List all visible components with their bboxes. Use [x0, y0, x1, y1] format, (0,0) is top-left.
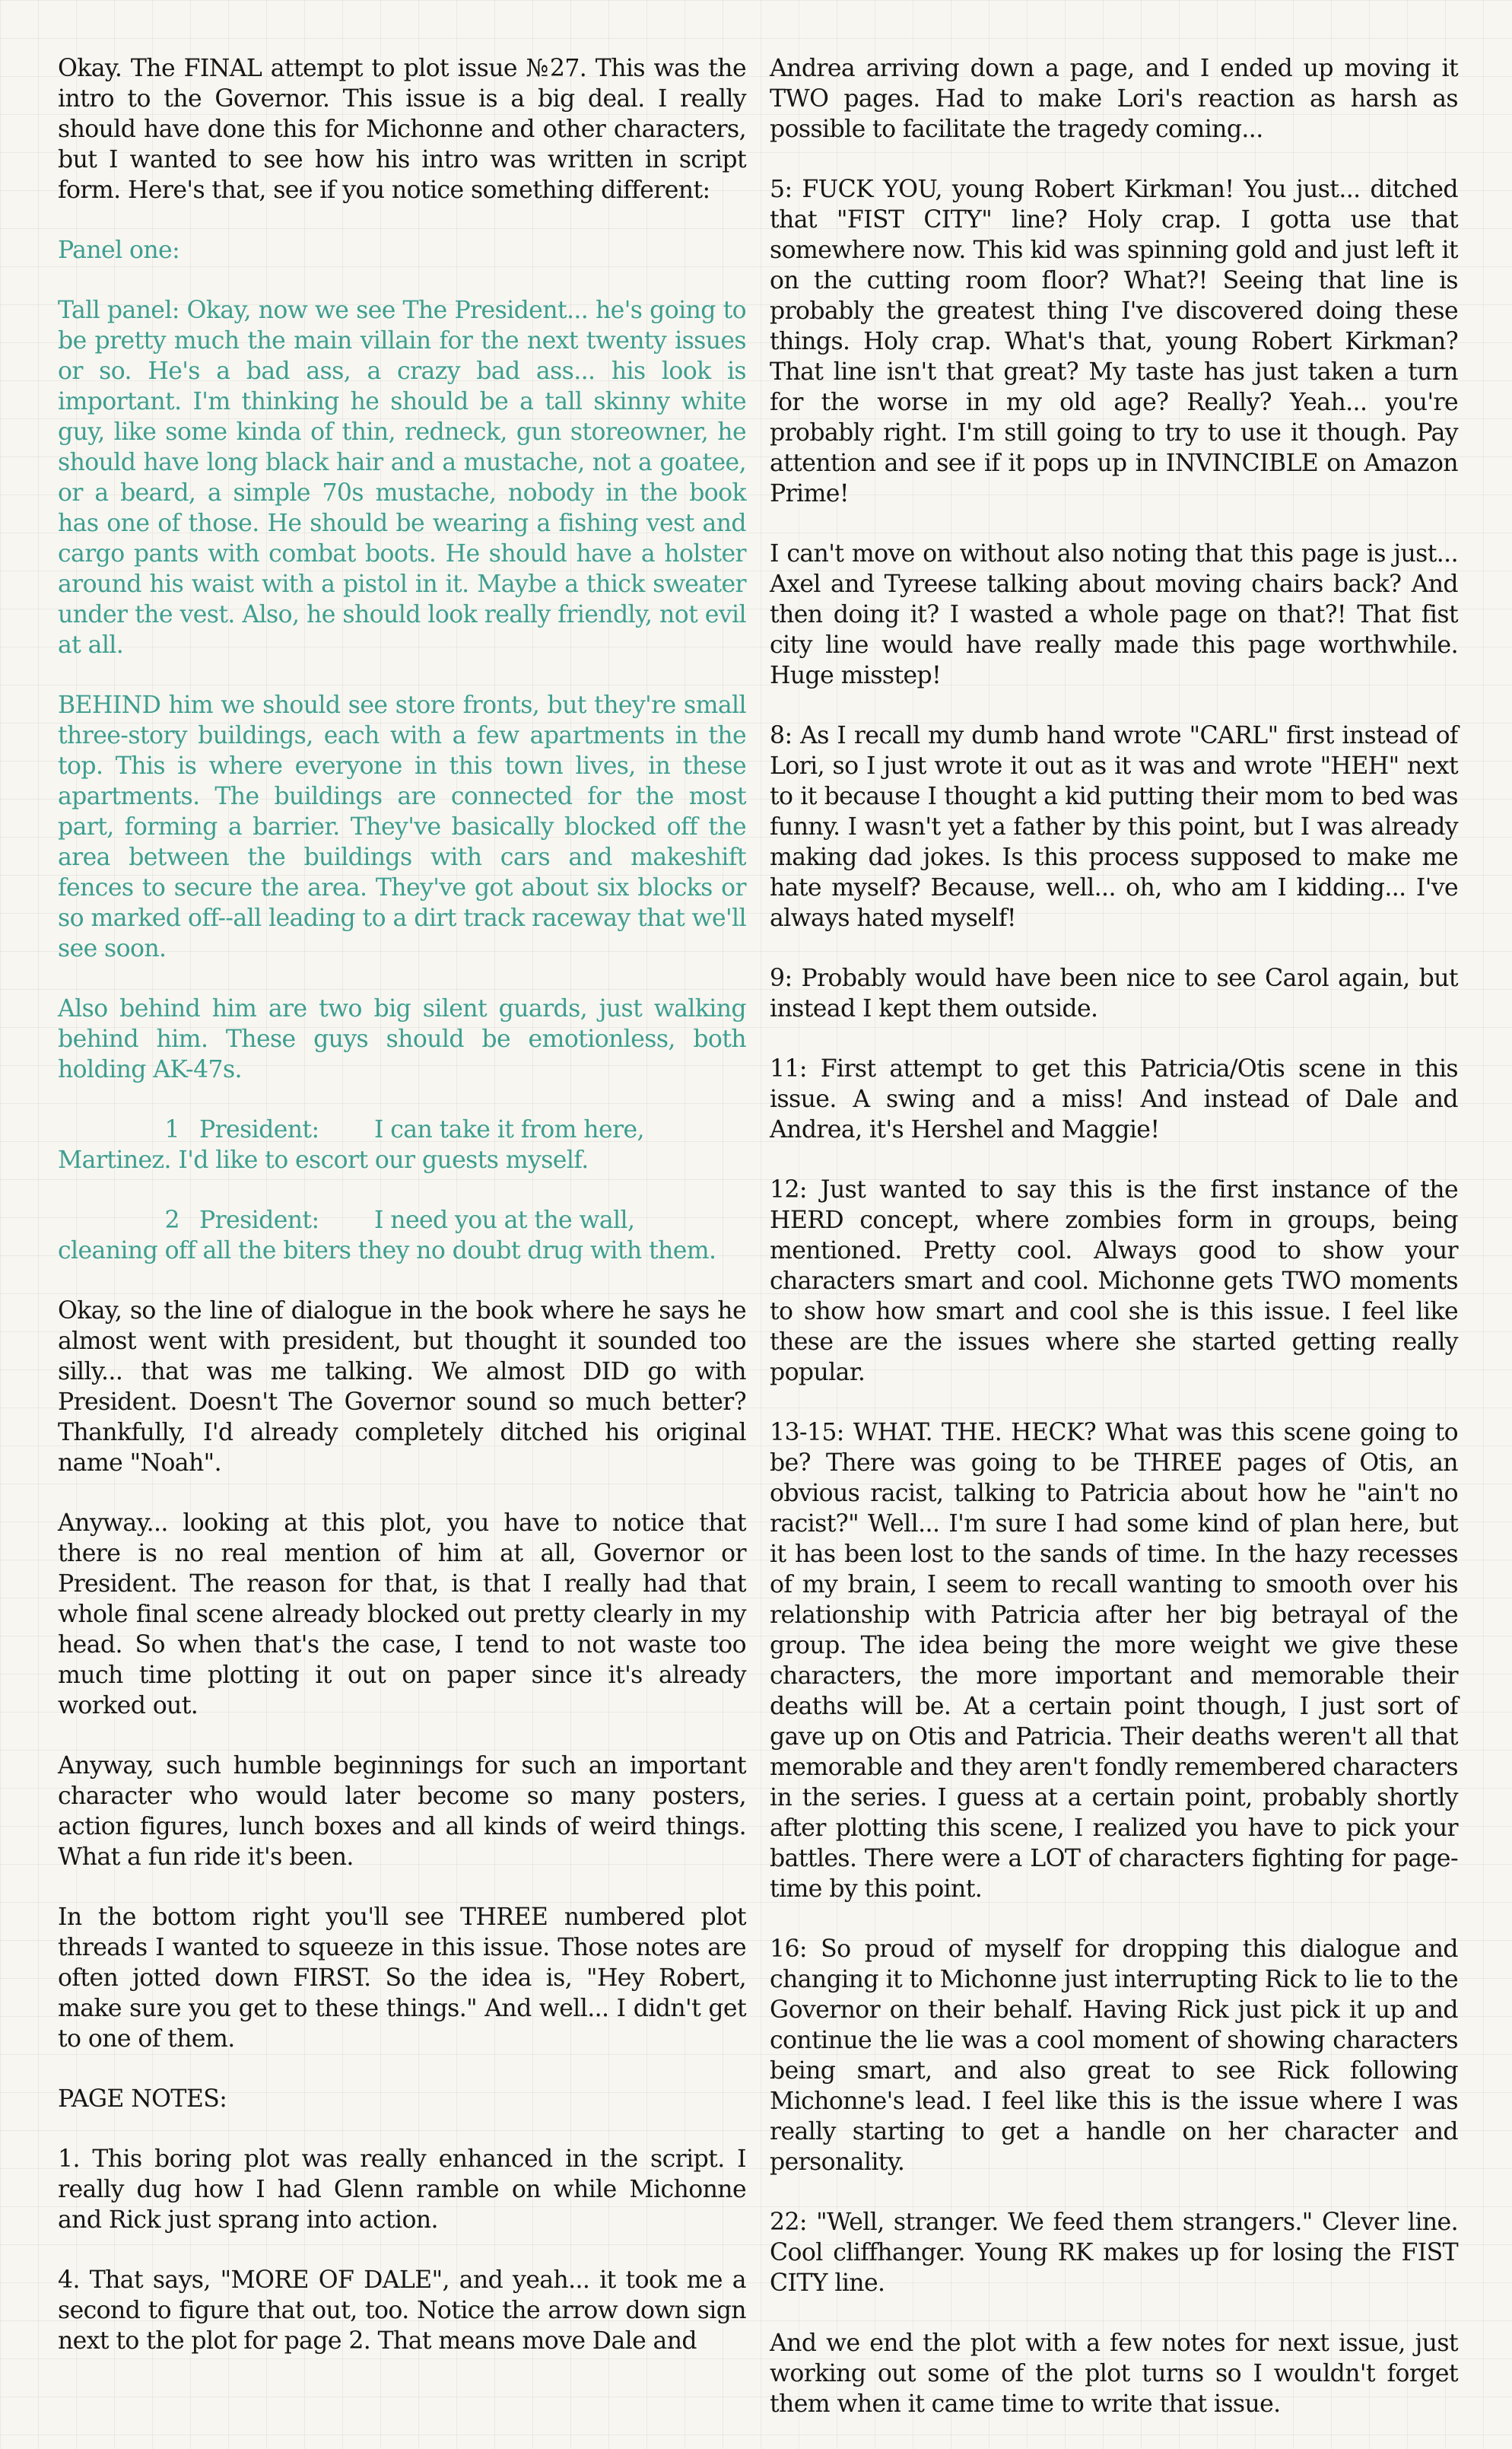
- dialogue-line-1: [58, 1115, 746, 1175]
- dialogue-commentary-paragraph: Okay, so the line of dialogue in the book where he says he almost went with president, but thought it sounded too silly... that was me talking. We almost DID go with President. Doesn't The Governor sound so much better? Thankfully, I'd already completely ditched his original name "Noah".: [58, 1297, 746, 1477]
- page-notes-heading: PAGE NOTES:: [58, 2085, 227, 2113]
- dialogue-number: 1: [164, 1116, 179, 1143]
- page-note-8: 8: As I recall my dumb hand wrote "CARL" first instead of Lori, so I just wrote it out as it was and wrote "HEH" next to it because I thought a kid putting their mom to bed was funny. I wasn't yet a father by this point, but I was already making dad jokes. Is this process supposed to make me hate myself? Because, well... oh, who am I kidding... I've always hated myself!: [770, 722, 1458, 932]
- dialogue-line-2: [58, 1205, 746, 1266]
- dialogue-text-end: Martinez. I'd like to escort our guests myself.: [58, 1147, 589, 1174]
- dialogue-speaker: President:: [199, 1116, 319, 1143]
- plot-threads-paragraph: In the bottom right you'll see THREE numbered plot threads I wanted to squeeze in this issue. Those notes are often jotted down FIRST. So the idea is, "Hey Robert, make sure you get to these things." And well... I didn't get to one of them.: [58, 1904, 746, 2053]
- page-note-11: 11: First attempt to get this Patricia/Otis scene in this issue. A swing and a miss! And instead of Dale and Andrea, it's Hershel and Maggie!: [770, 1055, 1458, 1143]
- page-note-16: 16: So proud of myself for dropping this dialogue and changing it to Michonne just interrupting Rick to lie to the Governor on their behalf. Having Rick just pick it up and continue the lie was a cool moment of showing characters being smart, and also great to see Rick following Michonne's lead. I feel like this is the issue where I was really starting to get a handle on her character and personality.: [770, 1935, 1458, 2176]
- panel-heading: Panel one:: [58, 237, 180, 264]
- script-background-paragraph: BEHIND him we should see store fronts, but they're small three-story buildings, each with a few apartments in the top. This is where everyone in this town lives, in these apartments. The buildings are connected for the most part, forming a barrier. They've basically blocked off the area between the buildings with cars and makeshift fences to secure the area. They've got about six blocks or so marked off--all leading to a dirt track raceway that we'll see soon.: [58, 692, 746, 962]
- closing-paragraph: And we end the plot with a few notes for next issue, just working out some of the plot turns so I wouldn't forget them when it came time to write that issue.: [770, 2330, 1458, 2418]
- intro-paragraph: Okay. The FINAL attempt to plot issue №27. This was the intro to the Governor. This issue is a big deal. I really should have done this for Michonne and other characters, but I wanted to see how his intro was written in script form. Here's that, see if you notice something different:: [58, 55, 746, 204]
- humble-beginnings-paragraph: Anyway, such humble beginnings for such an important character who would later become so many posters, action figures, lunch boxes and all kinds of weird things. What a fun ride it's been.: [58, 1752, 746, 1871]
- page-note-4-start: 4. That says, "MORE OF DALE", and yeah... it took me a second to figure that out, too. Notice the arrow down sign next to the plot for page 2. That means move Dale and: [58, 2266, 746, 2355]
- page-note-9: 9: Probably would have been nice to see Carol again, but instead I kept them outside.: [770, 965, 1458, 1023]
- page-note-12: 12: Just wanted to say this is the first instance of the HERD concept, where zombies form in groups, being mentioned. Pretty cool. Always good to show your characters smart and cool. Michonne gets TWO moments to show how smart and cool she is this issue. I feel like these are the issues where she started getting really popular.: [770, 1176, 1458, 1386]
- page-note-move-on: I can't move on without also noting that this page is just... Axel and Tyreese talking about moving chairs back? And then doing it? I wasted a whole page on that?! That fist city line would have really made this page worthwhile. Huge misstep!: [770, 540, 1458, 689]
- dialogue-number: 2: [164, 1207, 179, 1234]
- page-note-5: 5: FUCK YOU, young Robert Kirkman! You just... ditched that "FIST CITY" line? Holy crap. I gotta use that somewhere now. This kid was spinning gold and just left it on the cutting room floor? What?! Seeing that line is probably the greatest thing I've discovered doing these things. Holy crap. What's that, young Robert Kirkman? That line isn't that great? My taste has just taken a turn for the worse in my old age? Really? Yeah... you're probably right. I'm still going to try to use it though. Pay attention and see if it pops up in INVINCIBLE on Amazon Prime!: [770, 176, 1458, 507]
- dialogue-text-start: I can take it from here,: [374, 1116, 644, 1143]
- script-guards-paragraph: Also behind him are two big silent guards, just walking behind him. These guys should be emotionless, both holding AK-47s.: [58, 995, 746, 1083]
- script-excerpt: [58, 235, 746, 1266]
- dialogue-speaker: President:: [199, 1207, 319, 1234]
- page-note-22: 22: "Well, stranger. We feed them strangers." Clever line. Cool cliffhanger. Young RK makes up for losing the FIST CITY line.: [770, 2209, 1458, 2297]
- dialogue-text-end: cleaning off all the biters they no doubt drug with them.: [58, 1237, 716, 1264]
- plot-commentary-paragraph: Anyway... looking at this plot, you have to notice that there is no real mention of him at all, Governor or President. The reason for that, is that I really had that whole final scene already blocked out pretty clearly in my head. So when that's the case, I tend to not waste too much time plotting it out on paper since it's already worked out.: [58, 1509, 746, 1719]
- page-note-4-end: Andrea arriving down a page, and I ended up moving it TWO pages. Had to make Lori's reaction as harsh as possible to facilitate the tragedy coming...: [770, 55, 1458, 143]
- page-note-1: 1. This boring plot was really enhanced in the script. I really dug how I had Glenn ramble on while Michonne and Rick just sprang into action.: [58, 2145, 746, 2234]
- dialogue-text-start: I need you at the wall,: [374, 1207, 635, 1234]
- page-note-13-15: 13-15: WHAT. THE. HECK? What was this scene going to be? There was going to be THREE pages of Otis, an obvious racist, talking to Patricia about how he "ain't no racist?" Well... I'm sure I had some kind of plan here, but it has been lost to the sands of time. In the hazy recesses of my brain, I seem to recall wanting to smooth over his relationship with Patricia after her big betrayal of the group. The idea being the more weight we give these characters, the more important and memorable their deaths will be. At a certain point though, I just sort of gave up on Otis and Patricia. Their deaths weren't all that memorable and they aren't fondly remembered characters in the series. I guess at a certain point, probably shortly after plotting this scene, I realized you have to pick your battles. There were a LOT of characters fighting for page-time by this point.: [770, 1419, 1458, 1903]
- left-column: [58, 53, 746, 2386]
- right-column: [770, 53, 1458, 2449]
- script-description-paragraph: Tall panel: Okay, now we see The President... he's going to be pretty much the main villain for the next twenty issues or so. He's a bad ass, a crazy bad ass... his look is important. I'm thinking he should be a tall skinny white guy, like some kinda of thin, redneck, gun storeowner, he should have long black hair and a mustache, not a goatee, or a beard, a simple 70s mustache, nobody in the book has one of those. He should be wearing a fishing vest and cargo pants with combat boots. He should have a holster around his waist with a pistol in it. Maybe a thick sweater under the vest. Also, he should look really friendly, not evil at all.: [58, 297, 746, 659]
